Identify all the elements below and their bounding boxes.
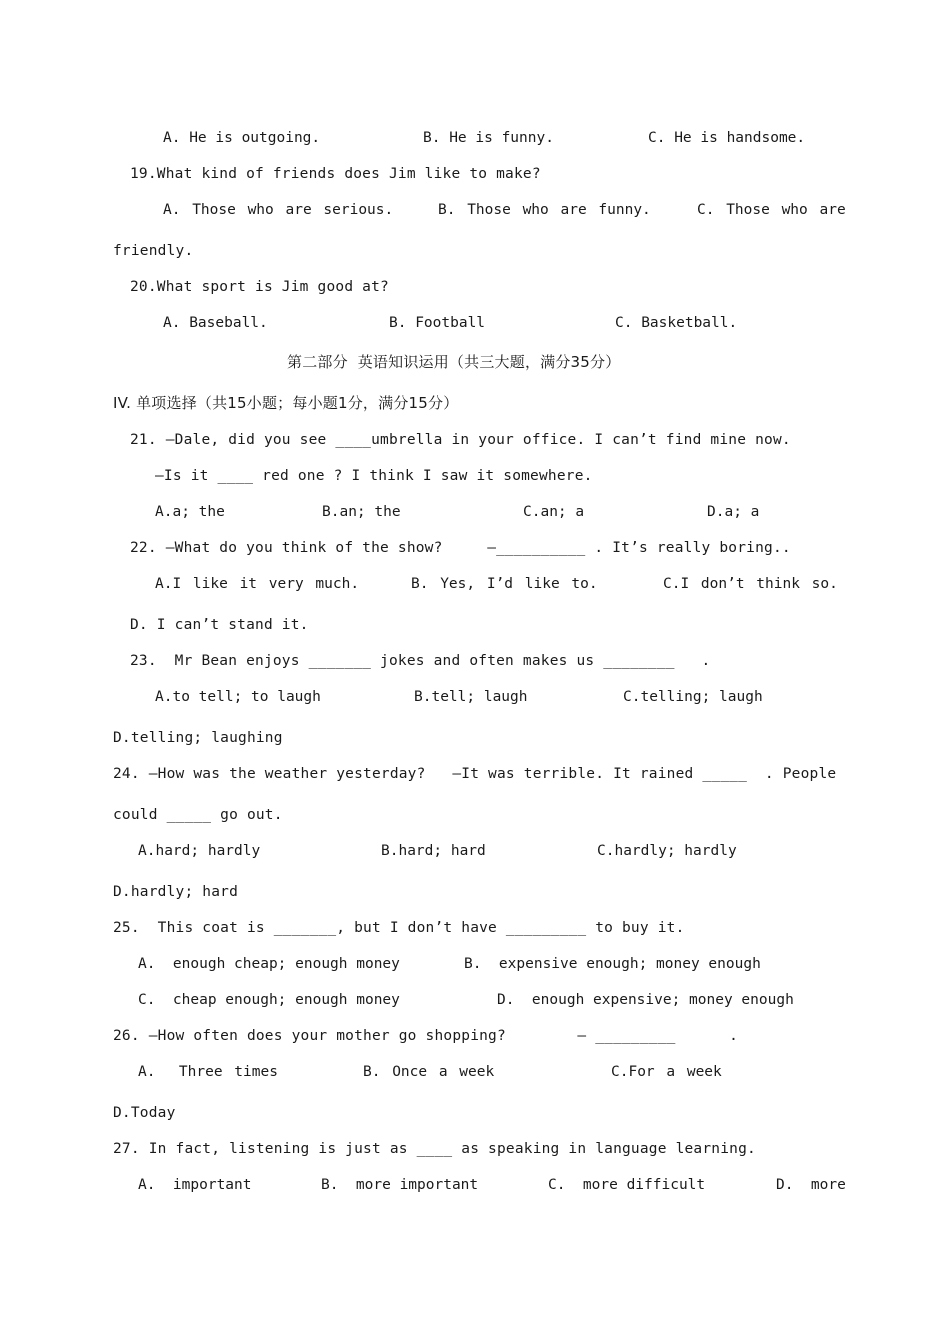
q21-option-d: D.a; a bbox=[707, 504, 760, 520]
q21-line2: —Is it ____ red one ? I think I saw it somewhere. bbox=[155, 468, 593, 484]
part2-title: 第二部分 英语知识运用（共三大题，满分35分） bbox=[287, 353, 621, 371]
q27-option-d: D. more bbox=[776, 1177, 846, 1193]
q25-option-a: A. enough cheap; enough money bbox=[138, 956, 400, 972]
q23-option-c: C.telling; laugh bbox=[623, 689, 763, 705]
q23-stem: 23. Mr Bean enjoys _______ jokes and often makes us ________ . bbox=[130, 653, 711, 669]
q24-option-d: D.hardly; hard bbox=[113, 884, 239, 900]
q26-option-a: A. Three times bbox=[138, 1064, 278, 1080]
q27-option-a: A. important bbox=[138, 1177, 252, 1193]
q18-option-a: A. He is outgoing. bbox=[163, 130, 321, 146]
q26-option-b: B. Once a week bbox=[363, 1064, 495, 1080]
q18-option-b: B. He is funny. bbox=[423, 130, 554, 146]
q22-option-d: D. I can’t stand it. bbox=[130, 617, 309, 633]
q23-option-a: A.to tell; to laugh bbox=[155, 689, 321, 705]
q21-option-a: A.a; the bbox=[155, 504, 225, 520]
q25-option-d: D. enough expensive; money enough bbox=[497, 992, 794, 1008]
q20-option-a: A. Baseball. bbox=[163, 315, 268, 331]
q26-stem: 26. —How often does your mother go shopping? — _________ . bbox=[113, 1028, 739, 1044]
q25-option-b: B. expensive enough; money enough bbox=[464, 956, 761, 972]
q26-option-d: D.Today bbox=[113, 1105, 176, 1121]
q19-stem: 19.What kind of friends does Jim like to make? bbox=[130, 166, 541, 182]
q25-stem: 25. This coat is _______, but I don’t have _________ to buy it. bbox=[113, 920, 685, 936]
q24-line2: could _____ go out. bbox=[113, 807, 283, 823]
q26-option-c: C.For a week bbox=[611, 1064, 722, 1080]
q27-option-b: B. more important bbox=[321, 1177, 479, 1193]
q19-option-c: C. Those who are bbox=[697, 202, 846, 218]
q27-stem: 27. In fact, listening is just as ____ as speaking in language learning. bbox=[113, 1141, 756, 1157]
q21-line1: 21. —Dale, did you see ____umbrella in your office. I can’t find mine now. bbox=[130, 432, 791, 448]
q20-option-c: C. Basketball. bbox=[615, 315, 738, 331]
q18-option-c: C. He is handsome. bbox=[648, 130, 806, 146]
q21-option-c: C.an; a bbox=[523, 504, 585, 520]
q20-stem: 20.What sport is Jim good at? bbox=[130, 279, 389, 295]
q19-option-a: A. Those who are serious. bbox=[163, 202, 394, 218]
q25-option-c: C. cheap enough; enough money bbox=[138, 992, 400, 1008]
q22-option-c: C.I don’t think so. bbox=[663, 576, 838, 592]
q27-option-c: C. more difficult bbox=[548, 1177, 706, 1193]
q20-option-b: B. Football bbox=[389, 315, 486, 331]
q19-option-c-wrap: friendly. bbox=[113, 243, 194, 259]
q22-option-a: A.I like it very much. bbox=[155, 576, 360, 592]
q22-option-b: B. Yes, I’d like to. bbox=[411, 576, 598, 592]
q24-option-b: B.hard; hard bbox=[381, 843, 486, 859]
q24-line1: 24. —How was the weather yesterday? —It was terrible. It rained _____ . People bbox=[113, 766, 837, 782]
q24-option-a: A.hard; hardly bbox=[138, 843, 261, 859]
q23-option-d: D.telling; laughing bbox=[113, 730, 283, 746]
section4-title: IV. 单项选择（共15小题；每小题1分，满分15分） bbox=[113, 394, 459, 412]
q21-option-b: B.an; the bbox=[322, 504, 401, 520]
q24-option-c: C.hardly; hardly bbox=[597, 843, 737, 859]
q19-option-b: B. Those who are funny. bbox=[438, 202, 651, 218]
q22-stem: 22. —What do you think of the show? —__________ . It’s really boring.. bbox=[130, 540, 791, 556]
q23-option-b: B.tell; laugh bbox=[414, 689, 528, 705]
